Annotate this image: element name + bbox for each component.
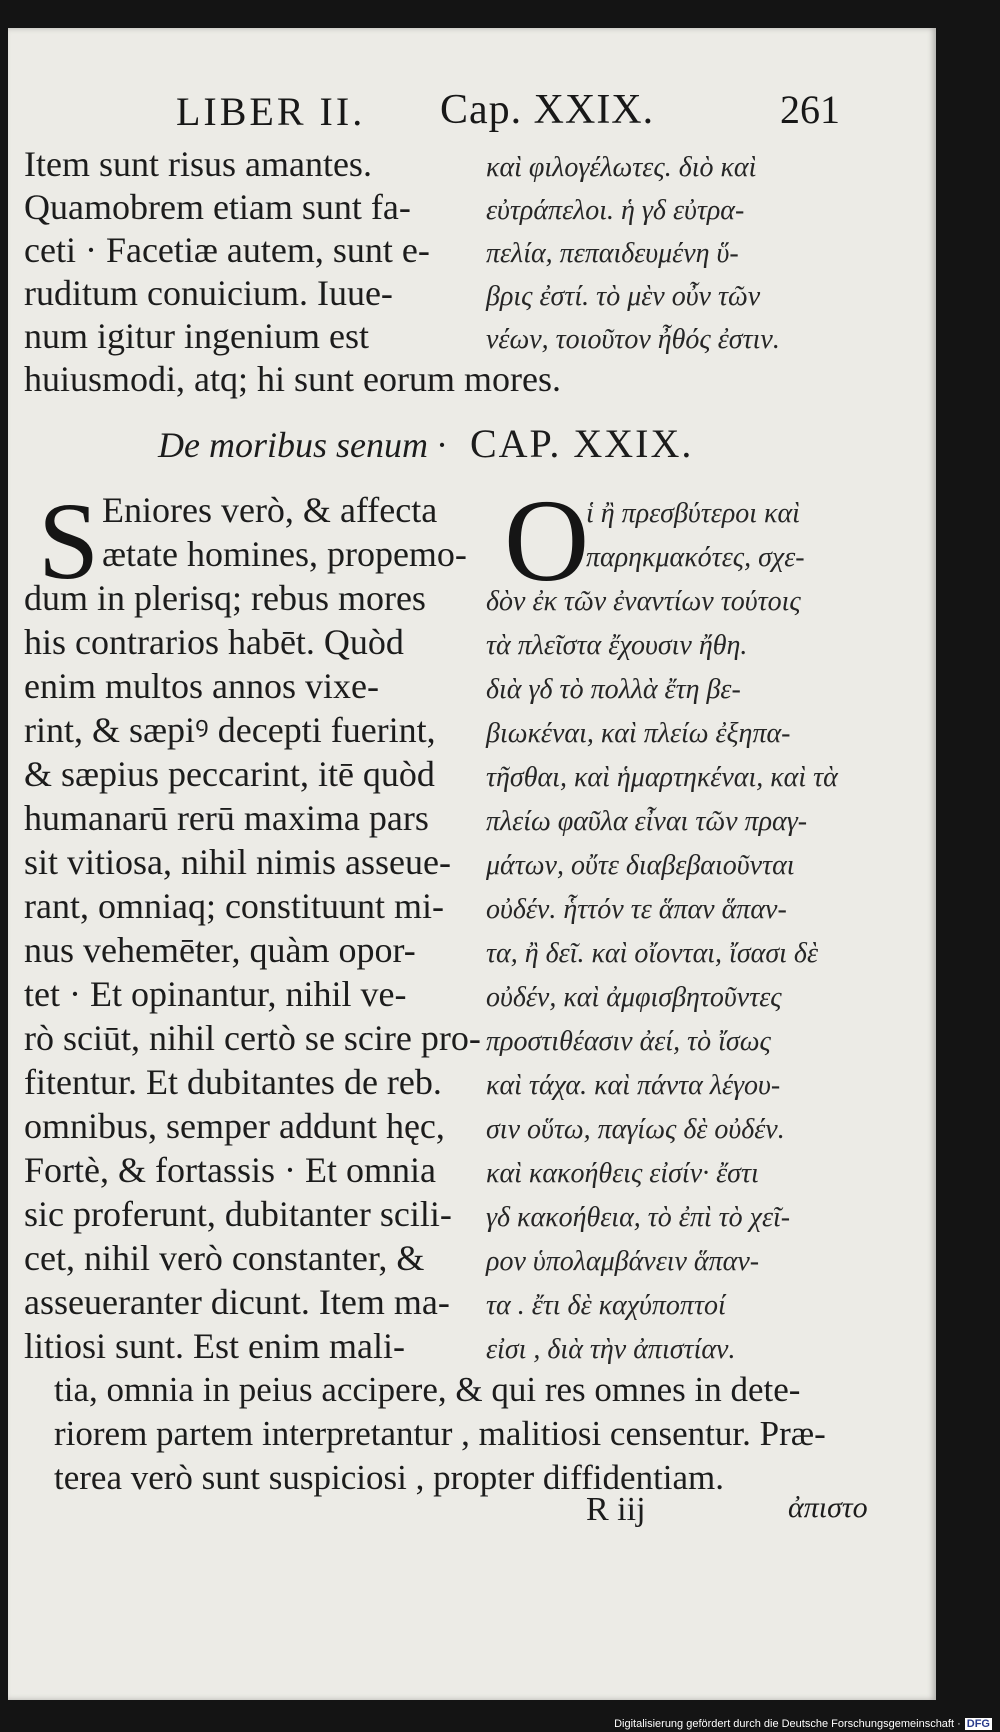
- latin-top-line: num igitur ingenium est: [24, 316, 369, 356]
- greek-body-line: προστιθέασιν ἀεί, τὸ ἴσως: [486, 1026, 771, 1057]
- latin-top-line: ceti · Facetiæ autem, sunt e-: [24, 230, 430, 270]
- latin-body-line: rò sciūt, nihil certò se scire pro-: [24, 1018, 481, 1058]
- latin-body-line: nus vehemēter, quàm opor-: [24, 930, 416, 970]
- latin-body-line: sic proferunt, dubitanter scili-: [24, 1194, 452, 1234]
- greek-body-line: σιν οὕτω, παγίως δὲ οὐδέν.: [486, 1114, 785, 1145]
- greek-drop-cap: O: [504, 475, 590, 606]
- header-chapter-label: Cap. XXIX.: [440, 87, 655, 133]
- latin-body-line: & sæpius peccarint, itē quòd: [24, 754, 435, 794]
- greek-top-line: νέων, τοιοῦτον ἦθός ἐστιν.: [486, 324, 780, 355]
- greek-top-line: βρις ἐστί. τὸ μὲν οὖν τῶν: [486, 281, 761, 312]
- latin-body-line: dum in plerisq; rebus mores: [24, 578, 426, 618]
- greek-body-line: ἱ ἢ πρεσβύτεροι καὶ: [586, 498, 800, 529]
- latin-body-line: omnibus, semper addunt hęc,: [24, 1106, 445, 1146]
- header-book-label: LIBER II.: [176, 89, 366, 134]
- latin-body-line: rint, & sæpiꝰ decepti fuerint,: [24, 710, 436, 750]
- greek-body-line: τῆσθαι, καὶ ἡμαρτηκέναι, καὶ τὰ: [486, 762, 838, 793]
- latin-body-line: humanarū rerū maxima pars: [24, 798, 429, 838]
- latin-body-line: ætate homines, propemo-: [102, 534, 467, 574]
- digitization-credit: [614, 1718, 992, 1730]
- full-width-line: riorem partem interpretantur , malitiosi censentur. Præ-: [54, 1414, 826, 1453]
- latin-body-line: litiosi sunt. Est enim mali-: [24, 1326, 405, 1366]
- greek-body-line: διὰ γδ τὸ πολλὰ ἔτη βε-: [486, 674, 741, 705]
- latin-body-line: fitentur. Et dubitantes de reb.: [24, 1062, 442, 1102]
- greek-body-line: καὶ κακοήθεις εἰσίν· ἔστι: [486, 1158, 759, 1189]
- dfg-logo: DFG: [966, 1718, 990, 1730]
- latin-drop-cap: S: [38, 480, 100, 602]
- greek-top-line: καὶ φιλογέλωτες. διὸ καὶ: [486, 152, 757, 183]
- greek-body-line: εἰσι , διὰ τὴν ἀπιστίαν.: [486, 1334, 736, 1365]
- signature-mark: R iij: [586, 1491, 646, 1528]
- greek-body-line: παρηκμακότες, σχε-: [586, 542, 805, 573]
- greek-body-line: βιωκέναι, καὶ πλείω ἐξηπα-: [486, 718, 791, 749]
- latin-body-line: sit vitiosa, nihil nimis asseue-: [24, 842, 451, 882]
- latin-body-line: Eniores verò, & affecta: [102, 490, 438, 530]
- latin-body-line: cet, nihil verò constanter, &: [24, 1238, 425, 1278]
- latin-top-line: ruditum conuicium. Iuue-: [24, 273, 393, 313]
- chapter-subject: De moribus senum ·: [158, 425, 446, 465]
- latin-body-line: his contrarios habēt. Quòd: [24, 622, 404, 662]
- greek-body-line: οὐδέν, καὶ ἀμφισβητοῦντες: [486, 982, 782, 1013]
- greek-top-line: πελία, πεπαιδευμένη ὕ-: [486, 238, 739, 269]
- greek-body-line: οὐδέν. ἧττόν τε ἅπαν ἅπαν-: [486, 894, 787, 925]
- credit-text: Digitalisierung gefördert durch die Deutsche Forschungsgemeinschaft ·: [614, 1718, 961, 1730]
- greek-body-line: ρον ὑπολαμβάνειν ἅπαν-: [486, 1246, 760, 1277]
- latin-body-line: tet · Et opinantur, nihil ve-: [24, 974, 407, 1014]
- greek-body-line: πλείω φαῦλα εἶναι τῶν πραγ-: [486, 806, 808, 837]
- greek-body-line: γδ κακοήθεια, τὸ ἐπὶ τὸ χεῖ-: [486, 1202, 791, 1233]
- full-width-line: terea verò sunt suspiciosi , propter diffidentiam.: [54, 1458, 725, 1497]
- latin-top-line: huiusmodi, atq; hi sunt eorum mores.: [24, 359, 561, 399]
- greek-body-line: μάτων, οὔτε διαβεβαιοῦνται: [486, 850, 795, 881]
- catchword: ἀπιστο: [788, 1491, 868, 1524]
- running-header: [8, 80, 936, 140]
- full-width-line: tia, omnia in peius accipere, & qui res omnes in dete-: [54, 1370, 801, 1409]
- chapter-title: [158, 420, 693, 467]
- greek-top-line: εὐτράπελοι. ἡ γδ εὐτρα-: [486, 195, 745, 226]
- greek-body-line: καὶ τάχα. καὶ πάντα λέγου-: [486, 1070, 781, 1101]
- book-page: [8, 28, 936, 1700]
- latin-body-line: asseueranter dicunt. Item ma-: [24, 1282, 450, 1322]
- latin-body-line: rant, omniaq; constituunt mi-: [24, 886, 444, 926]
- latin-body-line: enim multos annos vixe-: [24, 666, 379, 706]
- latin-body-line: Fortè, & fortassis · Et omnia: [24, 1150, 436, 1190]
- greek-body-line: τα, ἢ δεῖ. καὶ οἴονται, ἴσασι δὲ: [486, 938, 818, 969]
- latin-top-line: Item sunt risus amantes.: [24, 144, 372, 184]
- greek-body-line: δὸν ἐκ τῶν ἐναντίων τούτοις: [486, 586, 801, 617]
- latin-top-line: Quamobrem etiam sunt fa-: [24, 187, 411, 227]
- chapter-number: CAP. XXIX.: [469, 421, 694, 466]
- greek-body-line: τὰ πλεῖστα ἔχουσιν ἤθη.: [486, 630, 748, 661]
- page-number: 261: [780, 87, 840, 132]
- greek-body-line: τα . ἔτι δὲ καχύποπτοί: [486, 1290, 726, 1321]
